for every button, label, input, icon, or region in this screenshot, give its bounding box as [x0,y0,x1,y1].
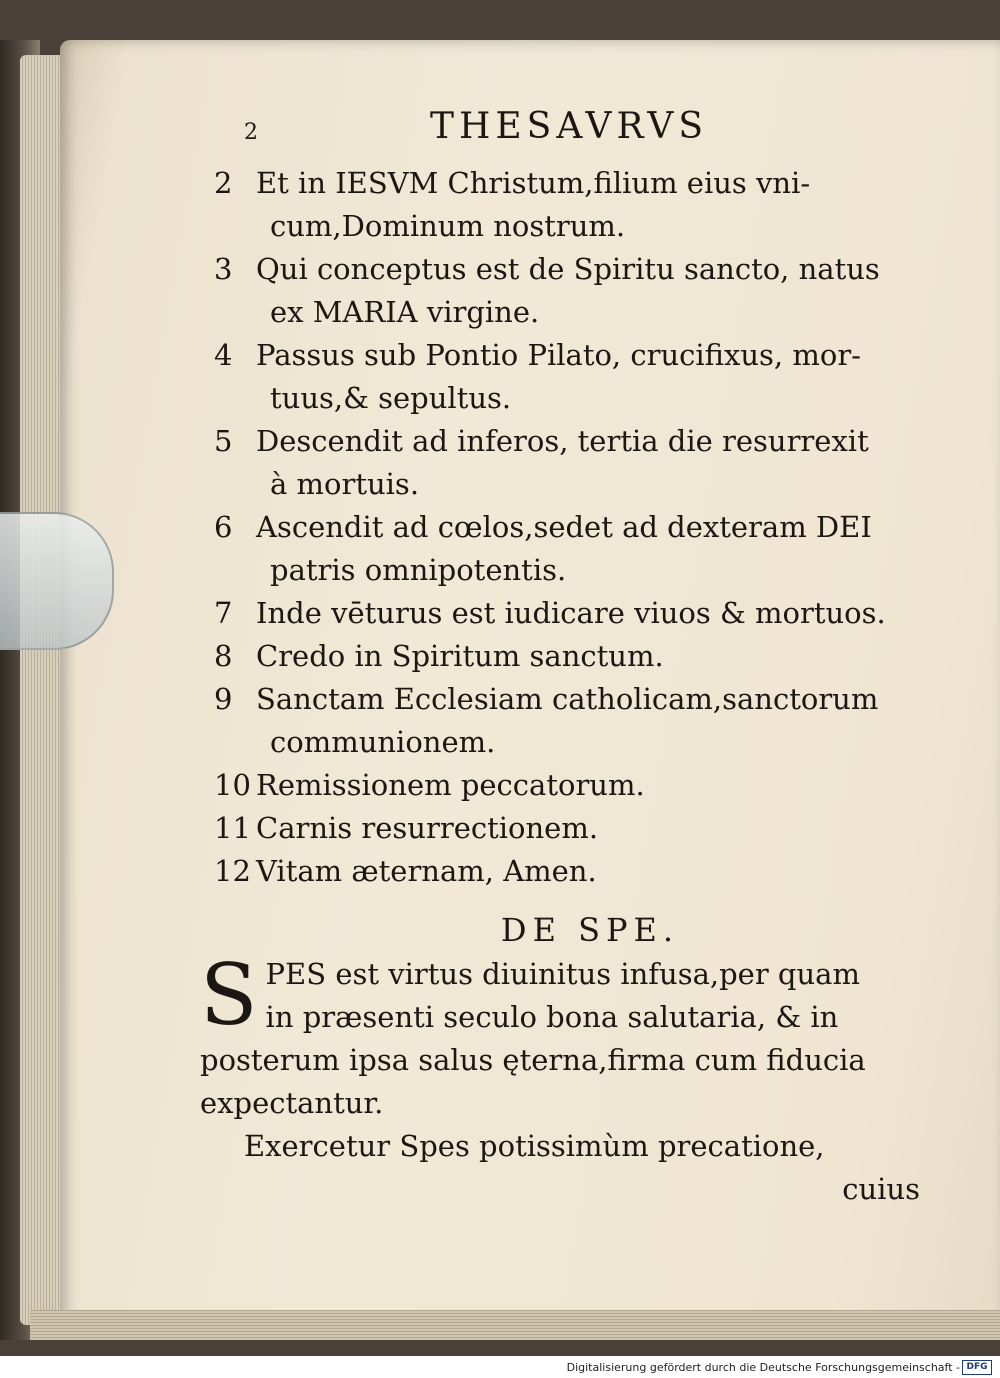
article-number: 5 [214,424,233,458]
paragraph-line: in præsenti seculo bona salutaria, & in [265,1000,839,1034]
creed-article [200,248,940,334]
section-title: DE SPE. [500,911,680,949]
article-number: 8 [214,639,233,673]
creed-article [200,807,940,850]
page-content [200,100,940,1211]
article-number: 11 [214,811,251,845]
article-continuation: à mortuis. [270,467,420,501]
article-text: Vitam æternam, Amen. [256,854,597,888]
article-continuation: patris omnipotentis. [270,553,567,587]
page-stack-bottom [30,1310,1000,1340]
article-text: Inde vēturus est iudicare viuos & mortuos. [256,596,886,630]
drop-cap: S [200,946,258,1044]
article-number: 6 [214,510,233,544]
page-number: 2 [244,120,258,145]
creed-article [200,506,940,592]
article-text: Descendit ad inferos, tertia die resurrexit [256,424,869,458]
article-number: 7 [214,596,233,630]
creed-article [200,592,940,635]
article-number: 2 [214,166,233,200]
article-continuation: cum,Dominum nostrum. [270,209,626,243]
article-number: 9 [214,682,233,716]
article-continuation: ex MARIA virgine. [270,295,540,329]
article-text: Qui conceptus est de Spiritu sancto, natus [256,252,880,286]
book-clip [0,512,114,650]
article-number: 12 [214,854,251,888]
article-text: Sanctam Ecclesiam catholicam,sanctorum [256,682,879,716]
paragraph-line: posterum ipsa salus ęterna,firma cum fiducia [200,1043,866,1077]
creed-articles [200,162,940,893]
article-text: Ascendit ad cœlos,sedet ad dexteram DEI [256,510,872,544]
article-number: 4 [214,338,233,372]
creed-article [200,334,940,420]
article-number: 10 [214,768,251,802]
funding-credit: Digitalisierung gefördert durch die Deutsche Forschungsgemeinschaft - [566,1361,960,1374]
next-paragraph-line: Exercetur Spes potissimùm precatione, [244,1129,825,1163]
article-number: 3 [214,252,233,286]
paragraph-line: PES est virtus diuinitus infusa,per quam [265,957,860,991]
article-continuation: communionem. [270,725,496,759]
creed-article [200,635,940,678]
creed-article [200,850,940,893]
catchword: cuius [842,1172,920,1206]
article-text: Et in IESVM Christum,filium eius vni- [256,166,811,200]
creed-article [200,420,940,506]
spes-paragraph [200,946,940,1168]
running-head: THESAVRVS [430,106,709,147]
creed-article [200,678,940,764]
paragraph-line: expectantur. [200,1086,384,1120]
article-text: Credo in Spiritum sanctum. [256,639,664,673]
article-text: Remissionem peccatorum. [256,768,645,802]
page-header [200,100,940,162]
article-text: Passus sub Pontio Pilato, crucifixus, mor- [256,338,861,372]
creed-article [200,162,940,248]
article-continuation: tuus,& sepultus. [270,381,512,415]
article-text: Carnis resurrectionem. [256,811,599,845]
dfg-logo: DFG [962,1360,992,1375]
digitization-footer [0,1356,1000,1378]
creed-article [200,764,940,807]
